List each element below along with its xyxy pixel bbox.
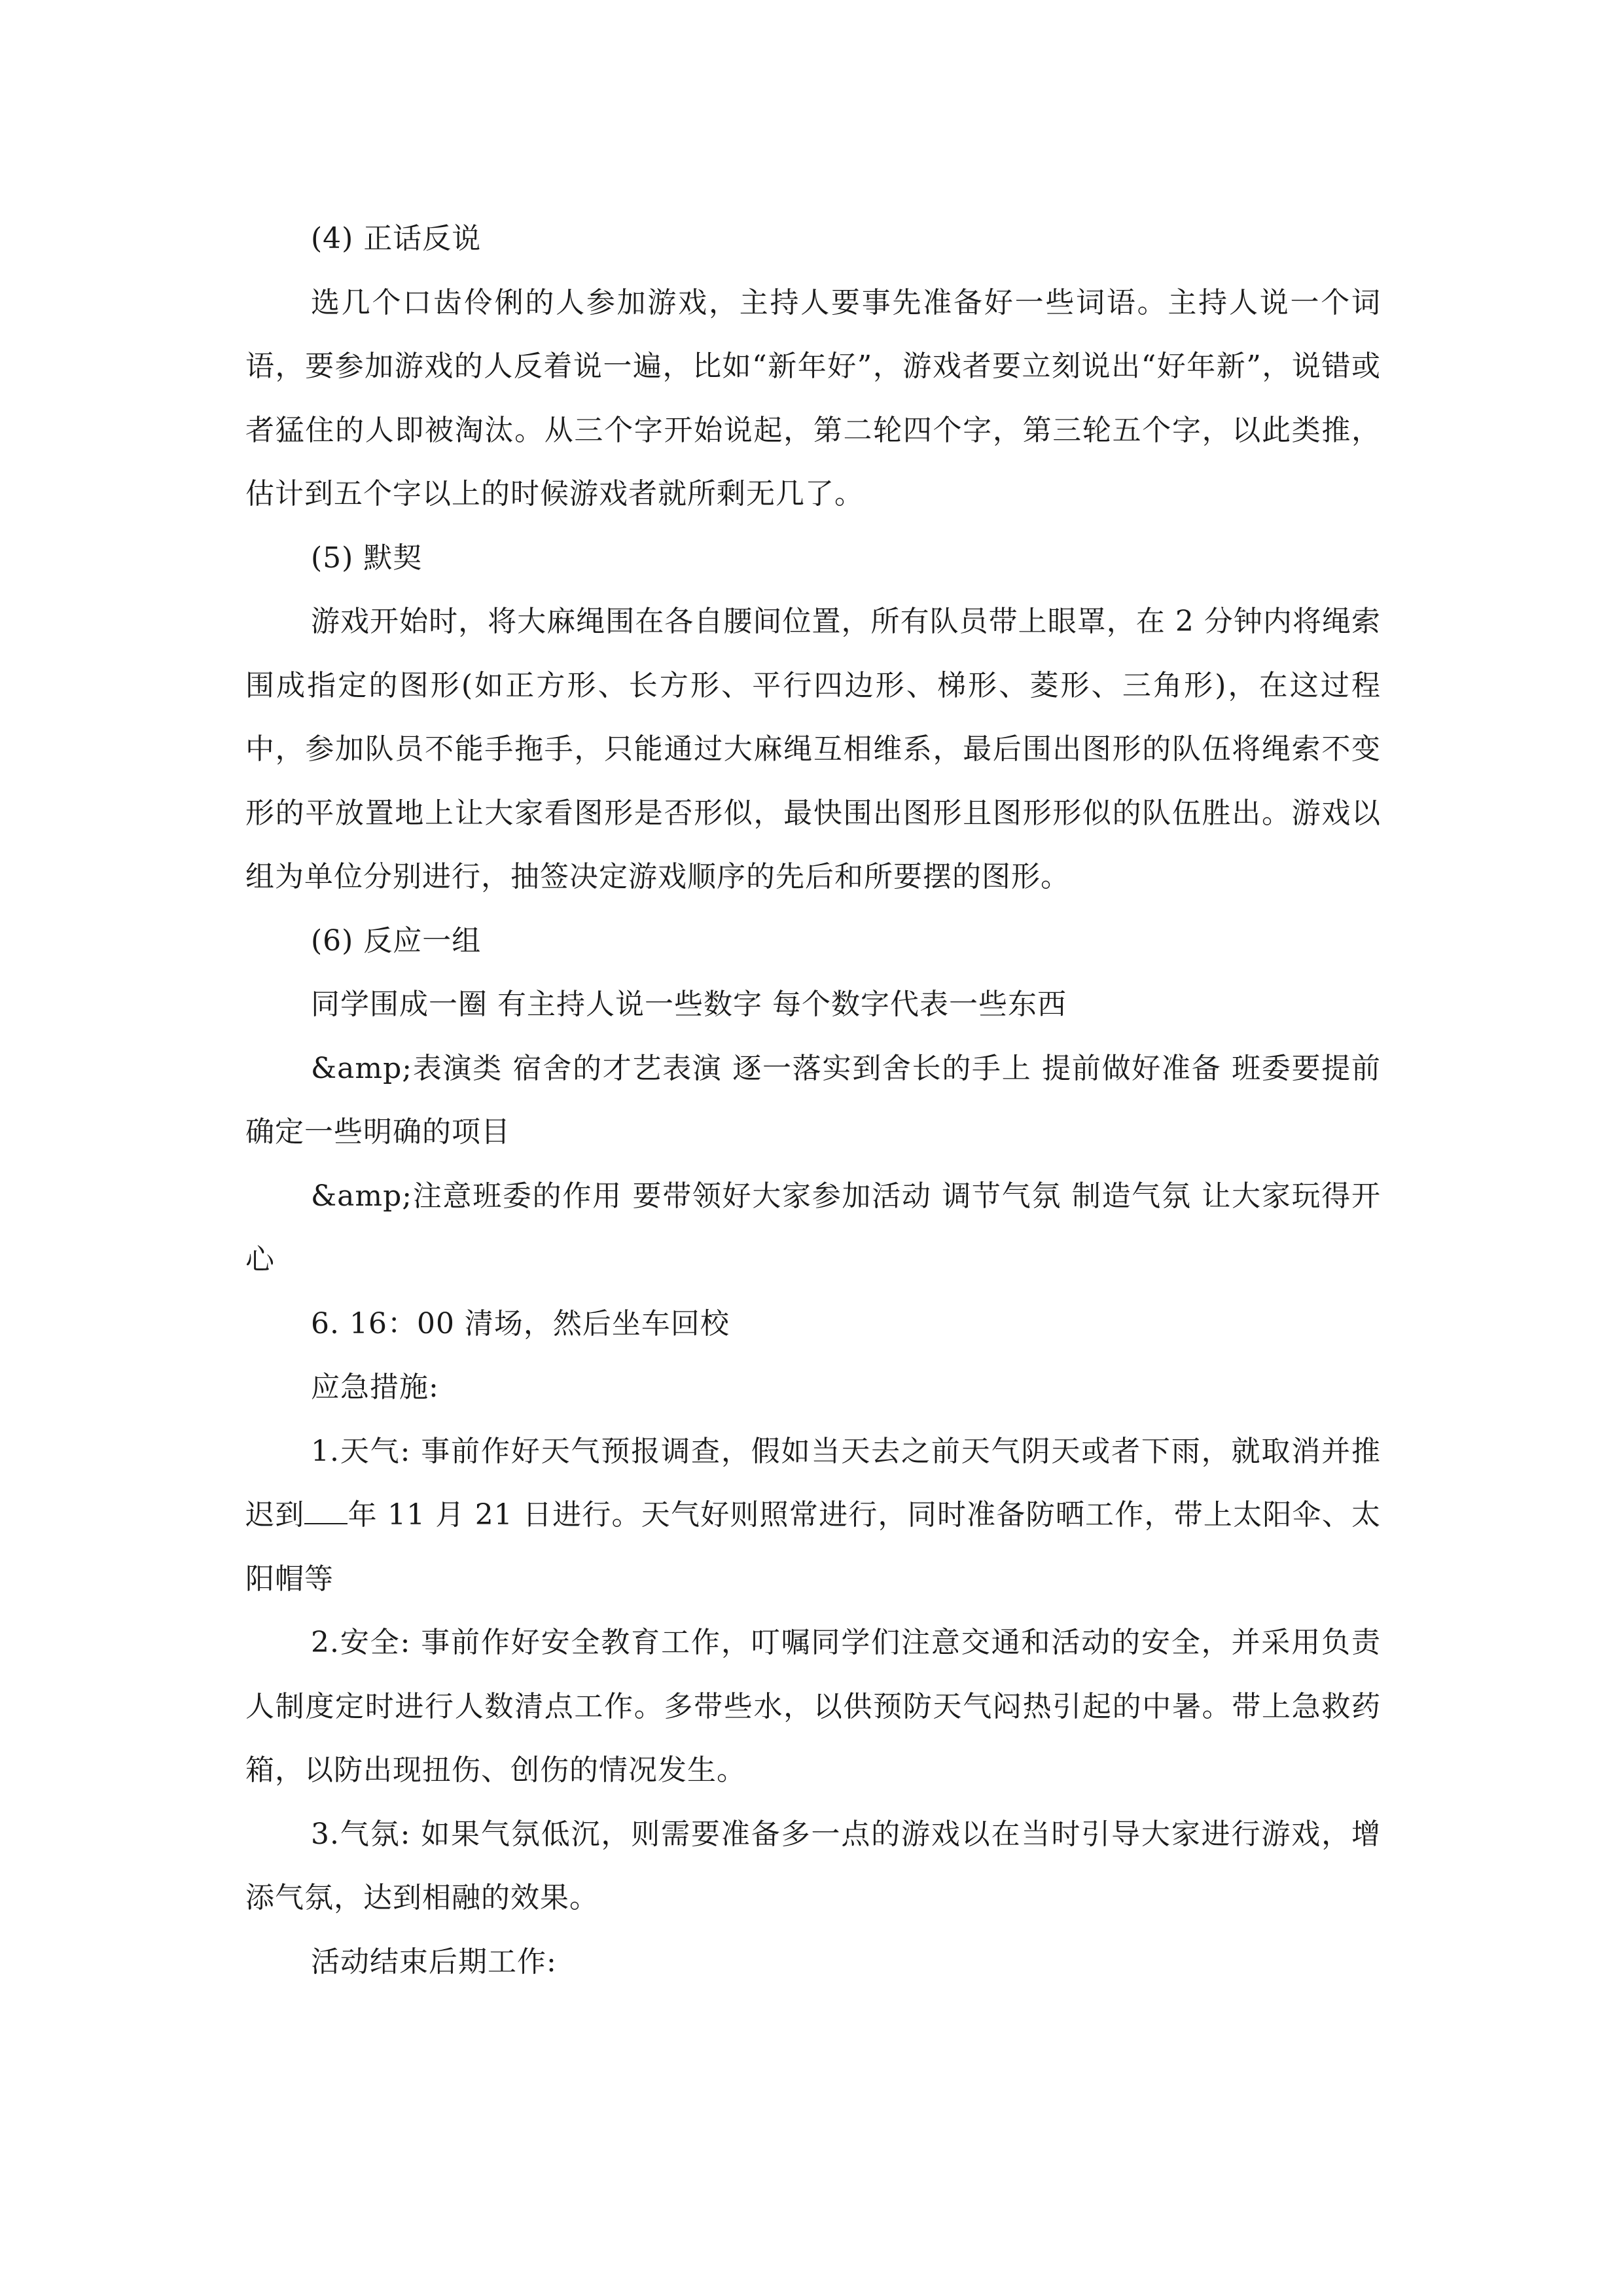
emergency-heading: 应急措施: (311, 1371, 439, 1404)
game-5-heading: (5) 默契 (311, 541, 423, 575)
schedule-item-6: 6. 16：00 清场，然后坐车回校 (311, 1306, 730, 1340)
post-activity-heading: 活动结束后期工作: (311, 1945, 557, 1979)
game-5-description: 游戏开始时，将大麻绳围在各自腰间位置，所有队员带上眼罩，在 2 分钟内将绳索围成指定的图形(如正方形、长方形、平行四边形、梯形、菱形、三角形)，在这过程中，参加队员不能手拖手，只能通过大麻绳互相维系，最后围出图形的队伍将绳索不变形的平放置地上让大家看图形是否形似，最快围出图形且图形形似的队伍胜出。游戏以组为单位分别进行，抽签决定游戏顺序的先后和所要摆的图形。 (245, 605, 1381, 893)
game-6-description: 同学围成一圈 有主持人说一些数字 每个数字代表一些东西 (311, 988, 1067, 1021)
document-page (245, 207, 1381, 1994)
game-4-description: 选几个口齿伶俐的人参加游戏，主持人要事先准备好一些词语。主持人说一个词语，要参加游戏的人反着说一遍，比如“新年好”，游戏者要立刻说出“好年新”，说错或者猛住的人即被淘汰。从三个字开始说起，第二轮四个字，第三轮五个字，以此类推，估计到五个字以上的时候游戏者就所剩无几了。 (245, 285, 1381, 511)
year-blank (304, 1498, 348, 1524)
weather-text-part2: 年 11 月 21 日进行。天气好则照常进行，同时准备防晒工作，带上太阳伞、太阳帽等 (245, 1498, 1381, 1596)
emergency-atmosphere: 3.气氛: 如果气氛低沉，则需要准备多一点的游戏以在当时引导大家进行游戏，增添气氛，达到相融的效果。 (245, 1817, 1381, 1914)
emergency-weather (245, 1420, 1381, 1611)
game-6-heading: (6) 反应一组 (311, 924, 482, 958)
game-4-heading: (4) 正话反说 (311, 222, 482, 255)
performance-note: &amp;表演类 宿舍的才艺表演 逐一落实到舍长的手上 提前做好准备 班委要提前确定一些明确的项目 (245, 1051, 1381, 1149)
committee-note: &amp;注意班委的作用 要带领好大家参加活动 调节气氛 制造气氛 让大家玩得开心 (245, 1179, 1381, 1276)
weather-text-part1: 1.天气: 事前作好天气预报调查，假如当天去之前天气阴天或者下雨，就取消并推迟到 (245, 1434, 1381, 1532)
emergency-safety: 2.安全: 事前作好安全教育工作，叮嘱同学们注意交通和活动的安全，并采用负责人制度定时进行人数清点工作。多带些水，以供预防天气闷热引起的中暑。带上急救药箱，以防出现扭伤、创伤的情况发生。 (245, 1626, 1381, 1787)
